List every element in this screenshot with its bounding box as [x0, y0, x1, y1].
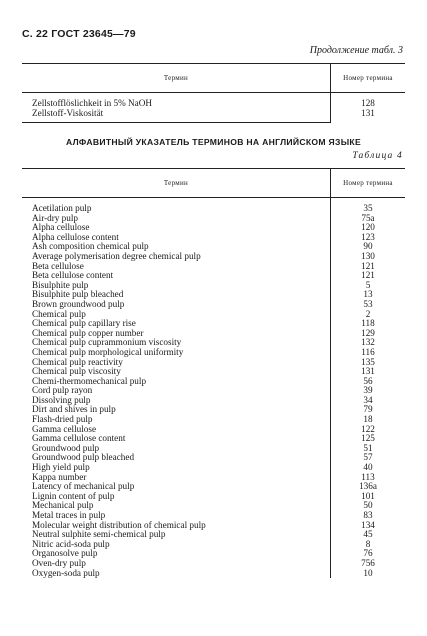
- term-number-cell: 132: [331, 338, 406, 348]
- term-number-cell: 131: [331, 367, 406, 377]
- term-number-cell: 120: [331, 223, 406, 233]
- term-number-cell: 76: [331, 549, 406, 559]
- term-number-cell: 101: [331, 492, 406, 502]
- term-cell: Lignin content of pulp: [32, 490, 115, 501]
- term-number-cell: 90: [331, 242, 406, 252]
- term-number-cell: 756: [331, 559, 406, 569]
- term-cell: Brown groundwood pulp: [32, 298, 125, 309]
- term-cell: Metal traces in pulp: [32, 510, 106, 520]
- term-cell: Flash-dried pulp: [32, 414, 93, 425]
- term-number-cell: 136a: [331, 482, 406, 492]
- column-header-number: Номер термина: [331, 169, 406, 198]
- continuation-note: Продолжение табл. 3: [309, 45, 403, 56]
- term-cell: Chemical pulp cuprammonium viscosity: [32, 337, 182, 348]
- term-cell: Groundwood pulp: [32, 442, 100, 453]
- table-row: [22, 569, 405, 579]
- term-number-cell: 123: [331, 233, 406, 243]
- term-number-cell: 125: [331, 434, 406, 444]
- term-number-cell: 51: [331, 444, 406, 454]
- term-number-cell: 116: [331, 348, 406, 358]
- table-label: Таблица 4: [352, 151, 403, 161]
- term-cell: Acetilation pulp: [32, 203, 92, 213]
- term-cell: Zellstofflöslichkeit in 5% NaOH: [32, 98, 153, 108]
- term-cell: Average polymerisation degree chemical pulp: [32, 250, 201, 261]
- table-row: [22, 109, 405, 123]
- term-cell: Chemical pulp morphological uniformity: [32, 346, 184, 357]
- term-number-cell: 121: [331, 271, 406, 281]
- term-number-cell: 129: [331, 329, 406, 339]
- term-cell: Dissolving pulp: [32, 394, 91, 405]
- term-number-cell: 50: [331, 501, 406, 511]
- term-cell: Oven-dry pulp: [32, 557, 86, 568]
- term-cell: Ash composition chemical pulp: [32, 241, 149, 252]
- term-cell: Organosolve pulp: [32, 548, 98, 559]
- term-cell: Molecular weight distribution of chemical pulp: [32, 519, 206, 530]
- term-cell: Gamma cellulose: [32, 423, 97, 434]
- table-4-header: [22, 169, 405, 198]
- term-cell: Chemical pulp viscosity: [32, 366, 121, 377]
- term-number-cell: 83: [331, 511, 406, 521]
- term-number-cell: 35: [331, 198, 406, 214]
- table-row: [22, 93, 405, 109]
- term-number-cell: 118: [331, 319, 406, 329]
- term-number-cell: 131: [331, 109, 406, 123]
- term-number-cell: 128: [331, 93, 406, 109]
- term-cell: Gamma cellulose content: [32, 433, 126, 444]
- term-number-cell: 40: [331, 463, 406, 473]
- term-number-cell: 121: [331, 262, 406, 272]
- table-3-body: [22, 93, 405, 123]
- term-number-cell: 45: [331, 530, 406, 540]
- term-cell: Chemical pulp copper number: [32, 327, 144, 338]
- term-cell: Kappa number: [32, 471, 87, 482]
- term-cell: Chemical pulp reactivity: [32, 356, 123, 367]
- term-cell: High yield pulp: [32, 462, 90, 473]
- term-number-cell: 8: [331, 540, 406, 550]
- term-cell: Alpha cellulose: [32, 222, 90, 233]
- term-cell: Neutral sulphite semi-chemical pulp: [32, 529, 166, 540]
- term-number-cell: 79: [331, 405, 406, 415]
- term-cell: Oxygen-soda pulp: [32, 567, 100, 578]
- column-header-number: Номер термина: [331, 64, 406, 93]
- term-cell: Zellstoff-Viskosität: [22, 109, 331, 123]
- term-number-cell: 75a: [331, 214, 406, 224]
- term-cell: Mechanical pulp: [32, 500, 94, 511]
- term-number-cell: 10: [331, 569, 406, 579]
- term-cell: Air-dry pulp: [32, 212, 79, 223]
- term-number-cell: 57: [331, 453, 406, 463]
- term-cell: Chemical pulp capillary rise: [32, 318, 136, 329]
- term-cell: Alpha cellulose content: [32, 231, 119, 242]
- term-cell: Beta cellulose: [32, 260, 84, 271]
- term-cell: Chemical pulp: [32, 308, 86, 319]
- table-4-body: [22, 198, 405, 579]
- term-cell: Dirt and shives in pulp: [32, 404, 116, 415]
- table-3: [22, 63, 405, 123]
- term-number-cell: 53: [331, 300, 406, 310]
- column-header-term: Термин: [22, 64, 331, 93]
- term-cell: Bisulphite pulp bleached: [32, 289, 124, 300]
- term-cell: Beta cellulose content: [32, 270, 114, 281]
- term-cell: Groundwood pulp bleached: [32, 452, 135, 463]
- term-number-cell: 18: [331, 415, 406, 425]
- term-cell: Bisulphite pulp: [32, 279, 89, 290]
- term-number-cell: 39: [331, 386, 406, 396]
- term-cell: Chemi-thermomechanical pulp: [32, 375, 147, 386]
- term-cell: Latency of mechanical pulp: [32, 481, 135, 492]
- table-3-header: [22, 64, 405, 93]
- term-number-cell: 56: [331, 377, 406, 387]
- term-number-cell: 2: [331, 310, 406, 320]
- term-number-cell: 135: [331, 358, 406, 368]
- term-number-cell: 134: [331, 521, 406, 531]
- term-cell: Cord pulp rayon: [32, 385, 93, 396]
- term-number-cell: 130: [331, 252, 406, 262]
- table-4: [22, 168, 405, 578]
- term-number-cell: 5: [331, 281, 406, 291]
- column-header-term: Термин: [22, 169, 331, 198]
- term-number-cell: 13: [331, 290, 406, 300]
- term-number-cell: 113: [331, 473, 406, 483]
- term-cell: Nitric acid-soda pulp: [32, 538, 110, 549]
- page-header: С. 22 ГОСТ 23645—79: [22, 28, 136, 40]
- term-number-cell: 122: [331, 425, 406, 435]
- table-row: [22, 198, 405, 214]
- term-number-cell: 34: [331, 396, 406, 406]
- section-title: АЛФАВИТНЫЙ УКАЗАТЕЛЬ ТЕРМИНОВ НА АНГЛИЙСКОМ ЯЗЫКЕ: [65, 137, 362, 147]
